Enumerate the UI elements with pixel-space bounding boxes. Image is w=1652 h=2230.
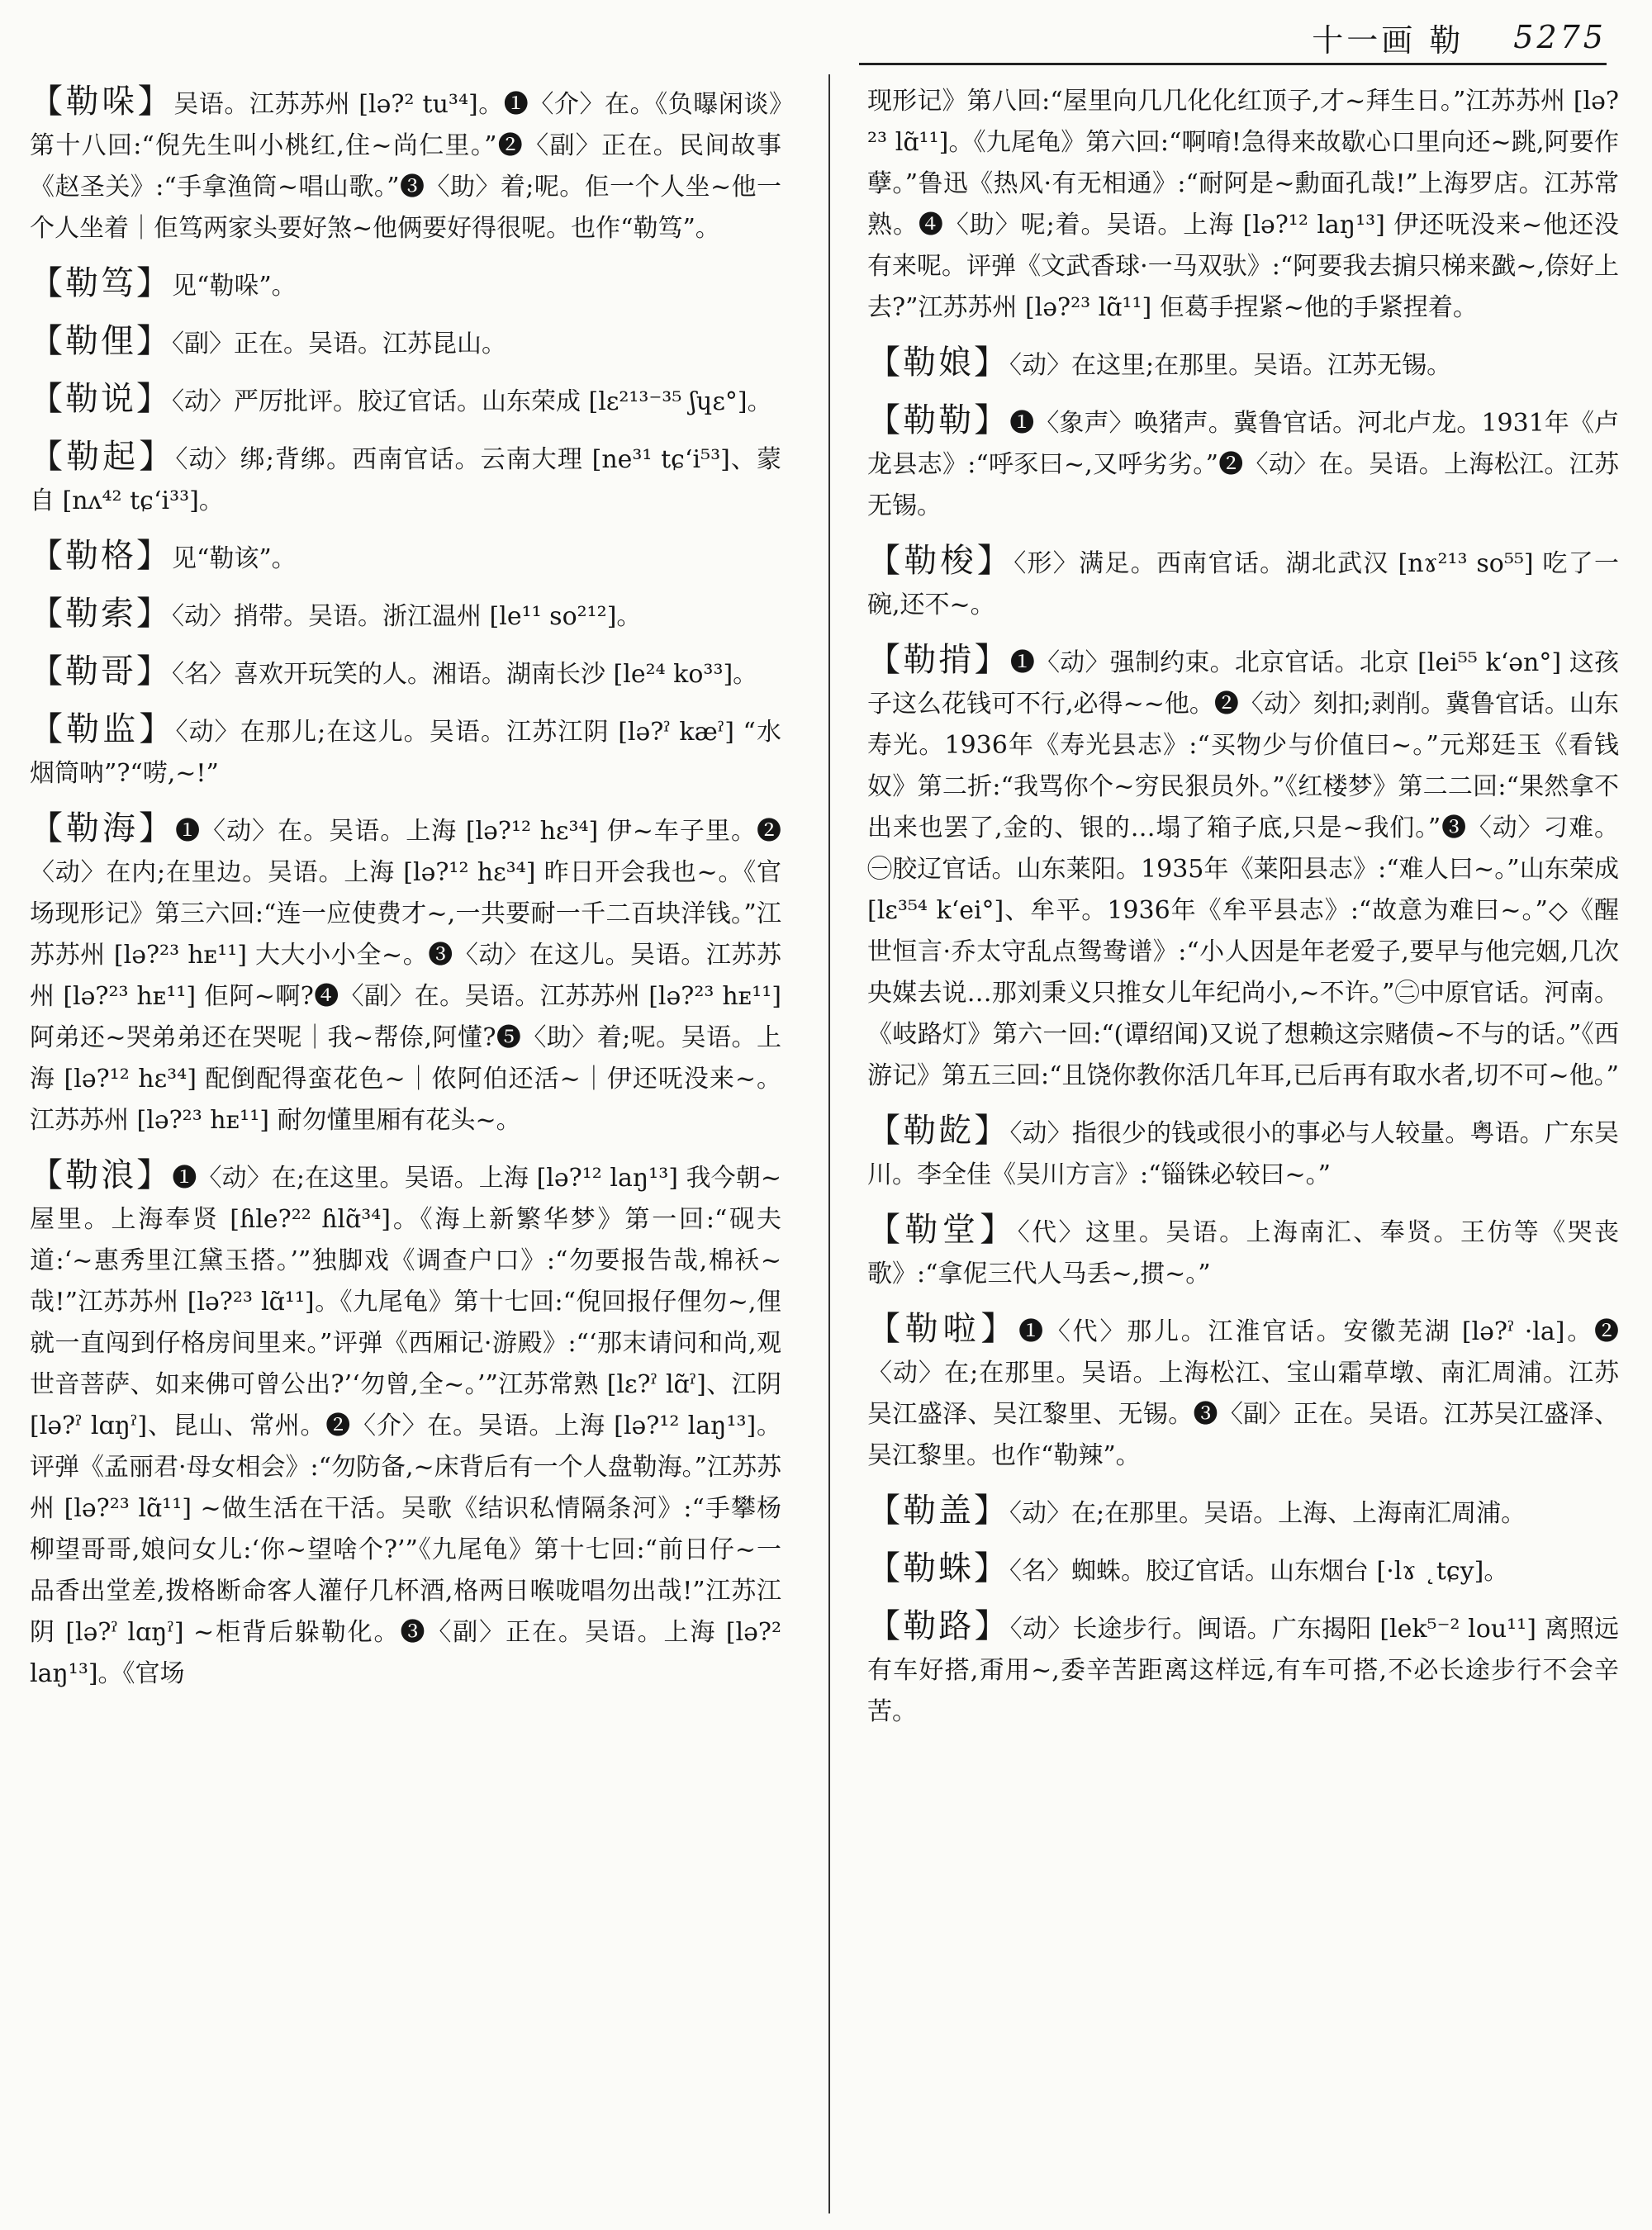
dictionary-entry (30, 593, 781, 638)
definition: 〈动〉长途步行。闽语。广东揭阳 [lek⁵⁻² lou¹¹] 离照远有车好搭,甭用~,委辛苦距离这样远,有车可搭,不必长途步行不会辛苦。 (867, 1615, 1619, 1726)
definition: 见“勒该”。 (172, 544, 297, 573)
dictionary-entry (867, 1308, 1619, 1477)
dictionary-entry (867, 1548, 1619, 1592)
definition: 〈动〉严厉批评。胶辽官话。山东荣成 [lɛ²¹³⁻³⁵ ʃɥɛ°]。 (172, 387, 772, 416)
definition: ❶〈象声〉唤猪声。冀鲁官话。河北卢龙。1931年《卢龙县志》:“呼豕曰~,又呼劣劣。”❷〈动〉在。吴语。上海松江。江苏无锡。 (867, 409, 1619, 520)
headword: 【勒浪】 (30, 1156, 173, 1194)
definition: ❶〈动〉在;在这里。吴语。上海 [lə?¹² laŋ¹³] 我今朝~屋里。上海奉贤 [ɦle?²² ɦlɑ̃³⁴]。《海上新繁华梦》第一回:“砚夫道:‘~惠秀里江黛玉搭。’”独脚戏《调查户口》:“勿要报告哉,棉袄~哉!”江苏苏州 [lə?²³ lɑ̃¹¹]。《九尾龟》第十七回:“倪回报仔俚勿~,俚就一直闯到仔格房间里来。”评弹《西厢记·游殿》:“‘那末请问和尚,观世音菩萨、如来佛可曾公出?’‘勿曾,全~。’”江苏常熟 [lɛ?ˀ lɑ̃ˀ]、江阴 [lə?ˀ lɑŋˀ]、昆山、常州。❷〈介〉在。吴语。上海 [lə?¹² laŋ¹³]。评弹《孟丽君·母女相会》:“勿防备,~床背后有一个人盘勒海。”江苏苏州 [lə?²³ lɑ̃¹¹] ~做生活在干活。吴歌《结识私情隔条河》:“手攀杨柳望哥哥,娘问女儿:‘你~望啥个?’”《九尾龟》第十七回:“前日仔~一品香出堂差,拨格断命客人灌仔几杯酒,格两日喉咙唱勿出哉!”江苏江阴 [lə?ˀ lɑŋˀ] ~柜背后躲勒化。❸〈副〉正在。吴语。上海 [lə?² laŋ¹³]。《官场 (30, 1164, 781, 1688)
headword: 【勒起】 (30, 438, 176, 476)
headword: 【勒堂】 (867, 1211, 1018, 1249)
headword: 【勒海】 (30, 809, 176, 847)
dictionary-entry (30, 436, 781, 522)
dictionary-entry (867, 342, 1619, 387)
definition: 〈名〉蜘蛛。胶辽官话。山东烟台 [·lɤ ˛tɕy]。 (1009, 1557, 1509, 1586)
headword: 【勒格】 (30, 537, 172, 575)
dictionary-entry (867, 1606, 1619, 1733)
dictionary-entry (867, 1490, 1619, 1535)
headword: 【勒路】 (867, 1607, 1010, 1645)
headword: 【勒监】 (30, 710, 176, 748)
definition: 〈动〉在;在那里。吴语。上海、上海南汇周浦。 (1009, 1499, 1526, 1528)
headword: 【勒梭】 (867, 542, 1014, 580)
dictionary-entry (30, 1155, 781, 1695)
section-title: 十一画 勒 (1312, 21, 1464, 59)
page-number: 5275 (1513, 19, 1607, 55)
definition: 〈名〉喜欢开玩笑的人。湘语。湖南长沙 [le²⁴ ko³³]。 (172, 660, 758, 689)
dictionary-entry (30, 709, 781, 795)
dictionary-entry (30, 320, 781, 365)
definition: 〈动〉捎带。吴语。浙江温州 [le¹¹ so²¹²]。 (172, 602, 642, 631)
headword: 【勒笃】 (30, 264, 172, 302)
dictionary-entry (30, 651, 781, 695)
headword: 【勒索】 (30, 595, 172, 633)
right-column (867, 81, 1619, 2213)
definition: 〈动〉指很少的钱或很小的事必与人较量。粤语。广东吴川。李全佳《吴川方言》:“锱铢必较曰~。” (867, 1119, 1619, 1189)
definition: 〈代〉这里。吴语。上海南汇、奉贤。王仿等《哭丧歌》:“拿伲三代人马丢~,掼~。” (867, 1218, 1619, 1288)
dictionary-entry (867, 639, 1619, 1097)
definition: ❶〈动〉在。吴语。上海 [lə?¹² hɛ³⁴] 伊~车子里。❷〈动〉在内;在里边。吴语。上海 [lə?¹² hɛ³⁴] 昨日开会我也~。《官场现形记》第三六回:“连一应使费才~,一共要耐一千二百块洋钱。”江苏苏州 [lə?²³ hᴇ¹¹] 大大小小全~。❸〈动〉在这儿。吴语。江苏苏州 [lə?²³ hᴇ¹¹] 佢阿~啊?❹〈副〉在。吴语。江苏苏州 [lə?²³ hᴇ¹¹] 阿弟还~哭弟弟还在哭呢｜我~帮倷,阿懂?❺〈助〉着;呢。吴语。上海 [lə?¹² hɛ³⁴] 配倒配得蛮花色~｜侬阿伯还活~｜伊还呒没来~。江苏苏州 [lə?²³ hᴇ¹¹] 耐勿懂里厢有花头~。 (30, 817, 781, 1135)
header-rule (859, 63, 1607, 65)
headword: 【勒哚】 (30, 83, 174, 121)
dictionary-entry (30, 378, 781, 423)
headword: 【勒啦】 (867, 1310, 1019, 1348)
page-header (859, 15, 1607, 59)
left-column (30, 81, 781, 2213)
column-divider (828, 74, 830, 2213)
definition: 吴语。江苏苏州 [lə?² tu³⁴]。❶〈介〉在。《负曝闲谈》第十八回:“倪先生叫小桃红,住~尚仁里。”❷〈副〉正在。民间故事《赵圣关》:“手拿渔筒~唱山歌。”❸〈助〉着;呢。佢一个人坐~他一个人坐着｜佢笃两家头要好煞~他俩要好得很呢。也作“勒笃”。 (30, 90, 781, 243)
headword: 【勒俚】 (30, 322, 172, 360)
dictionary-entry (30, 535, 781, 580)
definition: 〈动〉绑;背绑。西南官话。云南大理 [ne³¹ tɕ‘i⁵³]、蒙自 [nʌ⁴² tɕ‘i³³]。 (30, 445, 781, 515)
dictionary-entry (867, 540, 1619, 626)
dictionary-entry (30, 81, 781, 249)
headword: 【勒说】 (30, 380, 172, 418)
definition: ❶〈代〉那儿。江淮官话。安徽芜湖 [lə?ˀ ·la]。❷〈动〉在;在那里。吴语。上海松江、宝山霜草墩、南汇周浦。江苏吴江盛泽、吴江黎里、无锡。❸〈副〉正在。吴语。江苏吴江盛泽、吴江黎里。也作“勒辣”。 (867, 1317, 1619, 1470)
headword: 【勒龁】 (867, 1112, 1010, 1150)
dictionary-entry (867, 1209, 1619, 1295)
dictionary-entry (867, 1110, 1619, 1196)
definition: ❶〈动〉强制约束。北京官话。北京 [lei⁵⁵ k‘ən°] 这孩子这么花钱可不行,必得~~他。❷〈动〉刻扣;剥削。冀鲁官话。山东寿光。1936年《寿光县志》:“买物少与价值曰~。”元郑廷玉《看钱奴》第二折:“我骂你个~穷民狠员外。”《红楼梦》第二二回:“果然拿不出来也罢了,金的、银的…塌了箱子底,只是~我们。”❸〈动〉刁难。㊀胶辽官话。山东莱阳。1935年《莱阳县志》:“难人曰~。”山东荣成 [lɛ³⁵⁴ k‘ei°]、牟平。1936年《牟平县志》:“故意为难曰~。”◇《醒世恒言·乔太守乱点鸳鸯谱》:“小人因是年老爱子,要早与他完姻,几次央媒去说…那刘秉义只推女儿年纪尚小,~不许。”㊁中原官话。河南。《岐路灯》第六一回:“(谭绍闻)又说了想赖这宗赌债~不与的话。”《西游记》第五三回:“且饶你教你活几年耳,已后再有取水者,切不可~他。” (867, 648, 1619, 1090)
definition: 〈动〉在这里;在那里。吴语。江苏无锡。 (1009, 351, 1452, 380)
definition: 见“勒哚”。 (172, 272, 297, 301)
definition: 现形记》第八回:“屋里向几几化化红顶子,才~拜生日。”江苏苏州 [lə?²³ lɑ̃¹¹]。《九尾龟》第六回:“啊唷!急得来故歇心口里向还~跳,阿要作孽。”鲁迅《热风·有无相通》:“耐阿是~勳面孔哉!”上海罗店。江苏常熟。❹〈助〉呢;着。吴语。上海 [lə?¹² laŋ¹³] 伊还呒没来~他还没有来呢。评弹《文武香球·一马双驮》:“阿要我去掮只梯来戤~,倷好上去?”江苏苏州 [lə?²³ lɑ̃¹¹] 佢葛手捏紧~他的手紧捏着。 (867, 87, 1619, 322)
headword: 【勒盖】 (867, 1492, 1009, 1530)
definition: 〈形〉满足。西南官话。湖北武汉 [nɤ²¹³ so⁵⁵] 吃了一碗,还不~。 (867, 549, 1619, 619)
dictionary-entry (30, 263, 781, 307)
definition: 〈副〉正在。吴语。江苏昆山。 (172, 330, 506, 358)
headword: 【勒哥】 (30, 652, 172, 690)
headword: 【勒娘】 (867, 344, 1009, 382)
headword: 【勒掯】 (867, 641, 1010, 679)
dictionary-entry (30, 808, 781, 1141)
entry-continuation (867, 81, 1619, 329)
definition: 〈动〉在那儿;在这儿。吴语。江苏江阴 [lə?ˀ kæˀ] “水烟筒呐”?“唠,~!” (30, 718, 781, 788)
headword: 【勒勒】 (867, 401, 1010, 439)
headword: 【勒蛛】 (867, 1549, 1009, 1587)
dictionary-entry (867, 400, 1619, 527)
